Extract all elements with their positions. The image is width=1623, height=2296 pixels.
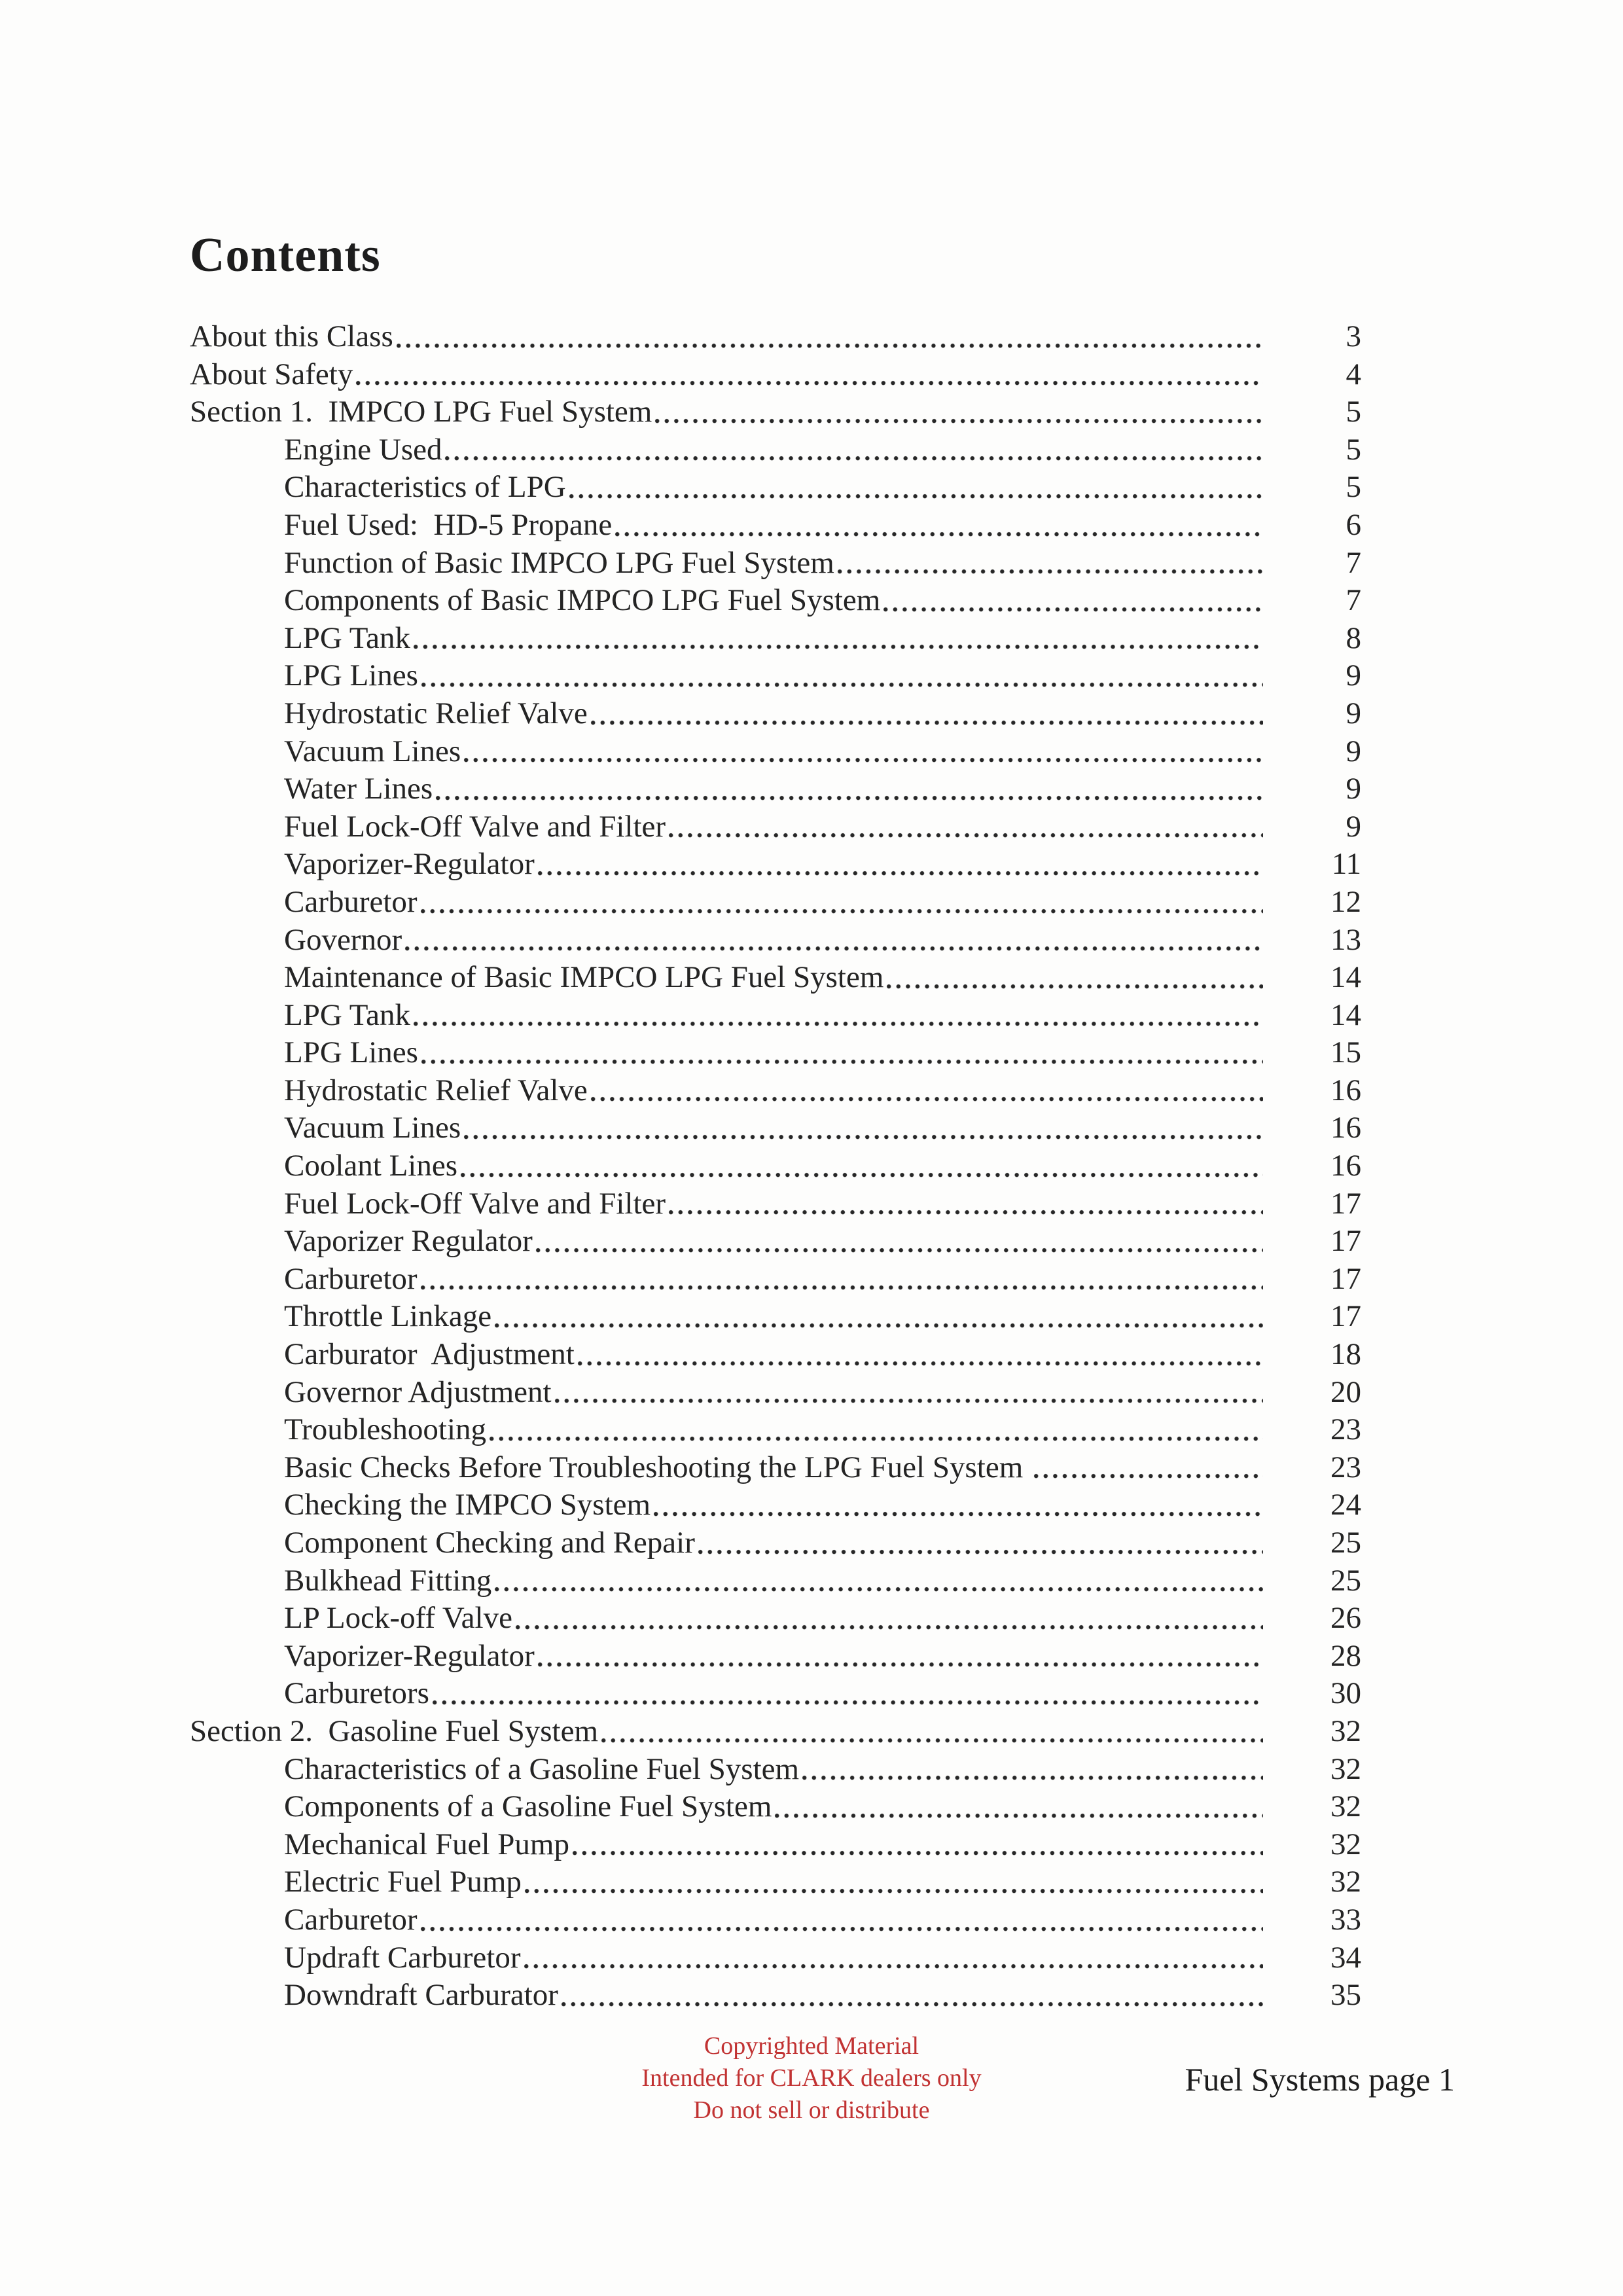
- toc-page-number: 28: [1330, 1638, 1361, 1673]
- dot-leader: [577, 1361, 1263, 1367]
- toc-entry-title: LPG Lines: [284, 1035, 418, 1070]
- toc-entry: [190, 1675, 1361, 1713]
- toc-entry: [190, 846, 1361, 884]
- dot-leader: [537, 870, 1263, 876]
- toc-entry: [190, 808, 1361, 846]
- toc-entry-title: LPG Lines: [284, 658, 418, 693]
- toc-page-number: 35: [1330, 1978, 1361, 2013]
- dot-leader: [601, 1738, 1263, 1744]
- toc-entry: [190, 1223, 1361, 1261]
- dot-leader: [590, 720, 1263, 726]
- dot-leader: [554, 1398, 1263, 1404]
- toc-entry: [190, 1751, 1361, 1789]
- toc-page-number: 17: [1330, 1261, 1361, 1296]
- toc-entry-title: Governor Adjustment: [284, 1374, 552, 1409]
- toc-entry: [190, 884, 1361, 922]
- dot-leader: [420, 1926, 1263, 1932]
- toc-entry: [190, 1449, 1361, 1487]
- toc-entry: [190, 959, 1361, 997]
- toc-entry: [190, 1109, 1361, 1147]
- toc-page-number: 17: [1330, 1299, 1361, 1334]
- toc-page-number: 14: [1330, 997, 1361, 1032]
- dot-leader: [698, 1549, 1263, 1555]
- dot-leader: [396, 343, 1263, 349]
- toc-page-number: 20: [1330, 1374, 1361, 1409]
- toc-entry: [190, 469, 1361, 507]
- toc-entry-title: Fuel Lock-Off Valve and Filter: [284, 809, 666, 844]
- toc-page-number: 30: [1330, 1676, 1361, 1711]
- toc-entry: [190, 1374, 1361, 1412]
- dot-leader: [524, 1888, 1263, 1894]
- toc-page-number: 8: [1346, 620, 1361, 655]
- toc-entry: [190, 922, 1361, 960]
- dot-leader: [515, 1624, 1263, 1630]
- toc-entry: [190, 1939, 1361, 1977]
- toc-entry: [190, 1185, 1361, 1223]
- toc-page-number: 32: [1330, 1865, 1361, 1899]
- dot-leader: [489, 1436, 1263, 1442]
- toc-entry-title: Vacuum Lines: [284, 734, 461, 768]
- toc-entry-title: Mechanical Fuel Pump: [284, 1827, 569, 1861]
- dot-leader: [404, 946, 1263, 952]
- toc-entry: [190, 1524, 1361, 1562]
- dot-leader: [463, 757, 1263, 763]
- toc-page-number: 6: [1346, 507, 1361, 542]
- toc-page-number: 25: [1330, 1526, 1361, 1560]
- toc-entry-title: Vaporizer-Regulator: [284, 847, 535, 882]
- toc-entry: [190, 1977, 1361, 2015]
- toc-entry-title: Updraft Carburetor: [284, 1940, 521, 1975]
- dot-leader: [494, 1587, 1263, 1592]
- dot-leader: [421, 1059, 1263, 1065]
- dot-leader: [413, 644, 1263, 650]
- toc-page-number: 16: [1330, 1111, 1361, 1145]
- dot-leader: [421, 682, 1263, 688]
- toc-entry-title: Engine Used: [284, 432, 442, 467]
- dot-leader: [590, 1096, 1263, 1102]
- dot-leader: [444, 456, 1263, 461]
- toc-entry: [190, 1788, 1361, 1826]
- toc-page-number: 34: [1330, 1940, 1361, 1975]
- toc-entry-title: Coolant Lines: [284, 1149, 457, 1183]
- toc-entry-title: Vaporizer Regulator: [284, 1224, 533, 1259]
- toc-entry-title: Carburetor: [284, 1261, 418, 1296]
- toc-entry: [190, 1600, 1361, 1638]
- toc-entry-title: Downdraft Carburator: [284, 1978, 558, 2013]
- dot-leader: [460, 1172, 1263, 1178]
- dot-leader: [668, 1210, 1263, 1215]
- toc-page-number: 11: [1331, 847, 1361, 882]
- dot-leader: [537, 1662, 1263, 1668]
- toc-entry: [190, 733, 1361, 771]
- toc-page-number: 9: [1346, 696, 1361, 730]
- toc-entry-title: Hydrostatic Relief Valve: [284, 696, 588, 730]
- toc-page-number: 15: [1330, 1035, 1361, 1070]
- toc-entry-title: Carburetors: [284, 1676, 429, 1711]
- dot-leader: [413, 1021, 1263, 1027]
- dot-leader: [420, 908, 1263, 914]
- toc-page-number: 23: [1330, 1412, 1361, 1447]
- toc-page-number: 5: [1346, 432, 1361, 467]
- toc-entry-title: Throttle Linkage: [284, 1299, 492, 1334]
- copyright-line-3: Do not sell or distribute: [693, 2096, 930, 2124]
- dot-leader: [653, 1511, 1263, 1517]
- toc-page-number: 16: [1330, 1149, 1361, 1183]
- toc-entry: [190, 431, 1361, 469]
- toc-entry: [190, 1863, 1361, 1901]
- dot-leader: [355, 380, 1263, 386]
- toc-entry: [190, 1336, 1361, 1374]
- toc-entry-title: Characteristics of a Gasoline Fuel System: [284, 1751, 800, 1786]
- dot-leader: [883, 607, 1263, 613]
- toc-entry: [190, 1072, 1361, 1110]
- copyright-line-2: Intended for CLARK dealers only: [641, 2064, 982, 2092]
- toc-page-number: 25: [1330, 1563, 1361, 1598]
- toc-page-number: 32: [1330, 1827, 1361, 1861]
- toc-entry: [190, 545, 1361, 583]
- toc-entry-title: Fuel Lock-Off Valve and Filter: [284, 1186, 666, 1221]
- toc-page-number: 32: [1330, 1751, 1361, 1786]
- toc-entry-title: Characteristics of LPG: [284, 470, 566, 505]
- toc-page-number: 26: [1330, 1601, 1361, 1636]
- toc-page-number: 5: [1346, 470, 1361, 505]
- toc-entry-title: Fuel Used: HD-5 Propane: [284, 507, 613, 542]
- dot-leader: [463, 1134, 1263, 1140]
- toc-entry-title: Checking the IMPCO System: [284, 1488, 651, 1522]
- toc-entry: [190, 1034, 1361, 1072]
- dot-leader: [802, 1775, 1263, 1781]
- toc-page-number: 32: [1330, 1789, 1361, 1824]
- toc-page-number: 14: [1330, 960, 1361, 995]
- toc-entry-title: Hydrostatic Relief Valve: [284, 1073, 588, 1107]
- toc-entry-title: Bulkhead Fitting: [284, 1563, 492, 1598]
- toc-entry-title: About Safety: [190, 357, 353, 391]
- toc-entry-title: Maintenance of Basic IMPCO LPG Fuel System: [284, 960, 884, 995]
- toc-entry-title: LPG Tank: [284, 620, 410, 655]
- dot-leader: [420, 1285, 1263, 1291]
- toc-entry-title: Section 1. IMPCO LPG Fuel System: [190, 395, 652, 429]
- toc-entry-title: Troubleshooting: [284, 1412, 487, 1447]
- toc-entry: [190, 1261, 1361, 1299]
- toc-entry-title: Basic Checks Before Troubleshooting the LPG Fuel System: [284, 1450, 1031, 1484]
- toc-entry-title: About this Class: [190, 319, 393, 353]
- toc-entry: [190, 1638, 1361, 1676]
- toc-entry: [190, 1147, 1361, 1185]
- toc-entry-title: Vaporizer-Regulator: [284, 1638, 535, 1673]
- dot-leader: [774, 1813, 1263, 1819]
- toc-page-number: 16: [1330, 1073, 1361, 1107]
- dot-leader: [654, 418, 1263, 424]
- toc-page-number: 7: [1346, 583, 1361, 618]
- footer-page-label: Fuel Systems page 1: [1185, 2061, 1455, 2098]
- toc-page-number: 7: [1346, 545, 1361, 580]
- toc-entry-title: Water Lines: [284, 772, 433, 806]
- toc-entry: [190, 620, 1361, 658]
- toc-entry: [190, 657, 1361, 695]
- toc-entry: [190, 356, 1361, 394]
- toc-entry-title: Carburetor: [284, 1902, 418, 1937]
- toc-page-number: 13: [1330, 922, 1361, 957]
- toc-page-number: 32: [1330, 1713, 1361, 1748]
- dot-leader: [524, 1964, 1264, 1969]
- dot-leader: [494, 1323, 1263, 1329]
- toc-page-number: 5: [1346, 395, 1361, 429]
- toc-page-number: 9: [1346, 658, 1361, 693]
- toc-entry: [190, 1298, 1361, 1336]
- toc-page-number: 12: [1330, 884, 1361, 919]
- dot-leader: [668, 833, 1263, 838]
- toc-entry: [190, 318, 1361, 356]
- copyright-line-1: Copyrighted Material: [704, 2032, 919, 2060]
- dot-leader: [535, 1247, 1263, 1253]
- toc-entry-title: Component Checking and Repair: [284, 1526, 695, 1560]
- toc-entry-title: Vacuum Lines: [284, 1111, 461, 1145]
- toc-entry: [190, 1562, 1361, 1600]
- toc-page-number: 33: [1330, 1902, 1361, 1937]
- toc-entry-title: Components of a Gasoline Fuel System: [284, 1789, 772, 1824]
- toc-entry: [190, 1713, 1361, 1751]
- toc-entry: [190, 1826, 1361, 1864]
- toc-entry: [190, 695, 1361, 733]
- toc-entry-title: Carburetor: [284, 884, 418, 919]
- toc-entry: [190, 997, 1361, 1035]
- toc-page-number: 17: [1330, 1186, 1361, 1221]
- toc-entry-title: Section 2. Gasoline Fuel System: [190, 1713, 599, 1748]
- toc-entry-title: Function of Basic IMPCO LPG Fuel System: [284, 545, 834, 580]
- toc-entry: [190, 770, 1361, 808]
- dot-leader: [837, 569, 1263, 575]
- toc-page-number: 18: [1330, 1337, 1361, 1372]
- toc-page-number: 9: [1346, 809, 1361, 844]
- dot-leader: [1033, 1473, 1263, 1479]
- toc-entry-title: Components of Basic IMPCO LPG Fuel System: [284, 583, 881, 618]
- toc-entry-title: LPG Tank: [284, 997, 410, 1032]
- toc-page-number: 4: [1346, 357, 1361, 391]
- toc-entry: [190, 507, 1361, 545]
- toc-entry: [190, 393, 1361, 431]
- copyright-notice: [641, 2030, 981, 2126]
- toc-page-number: 17: [1330, 1224, 1361, 1259]
- dot-leader: [561, 2001, 1263, 2007]
- dot-leader: [886, 984, 1263, 990]
- toc-page-number: 9: [1346, 734, 1361, 768]
- toc-entry-title: Carburator Adjustment: [284, 1337, 575, 1372]
- dot-leader: [572, 1850, 1263, 1856]
- dot-leader: [615, 531, 1263, 537]
- toc-page-number: 9: [1346, 772, 1361, 806]
- toc-page-number: 3: [1346, 319, 1361, 353]
- dot-leader: [432, 1700, 1263, 1706]
- toc-page-number: 23: [1330, 1450, 1361, 1484]
- toc-entry-title: Electric Fuel Pump: [284, 1865, 522, 1899]
- toc-entry: [190, 582, 1361, 620]
- toc-entry: [190, 1486, 1361, 1524]
- dot-leader: [569, 493, 1263, 499]
- toc-entry-title: LP Lock-off Valve: [284, 1601, 512, 1636]
- page-title: Contents: [190, 228, 381, 282]
- toc-entry-title: Governor: [284, 922, 402, 957]
- toc-entry: [190, 1901, 1361, 1939]
- toc-list: [190, 318, 1361, 2015]
- dot-leader: [435, 795, 1263, 801]
- toc-page-number: 24: [1330, 1488, 1361, 1522]
- toc-entry: [190, 1411, 1361, 1449]
